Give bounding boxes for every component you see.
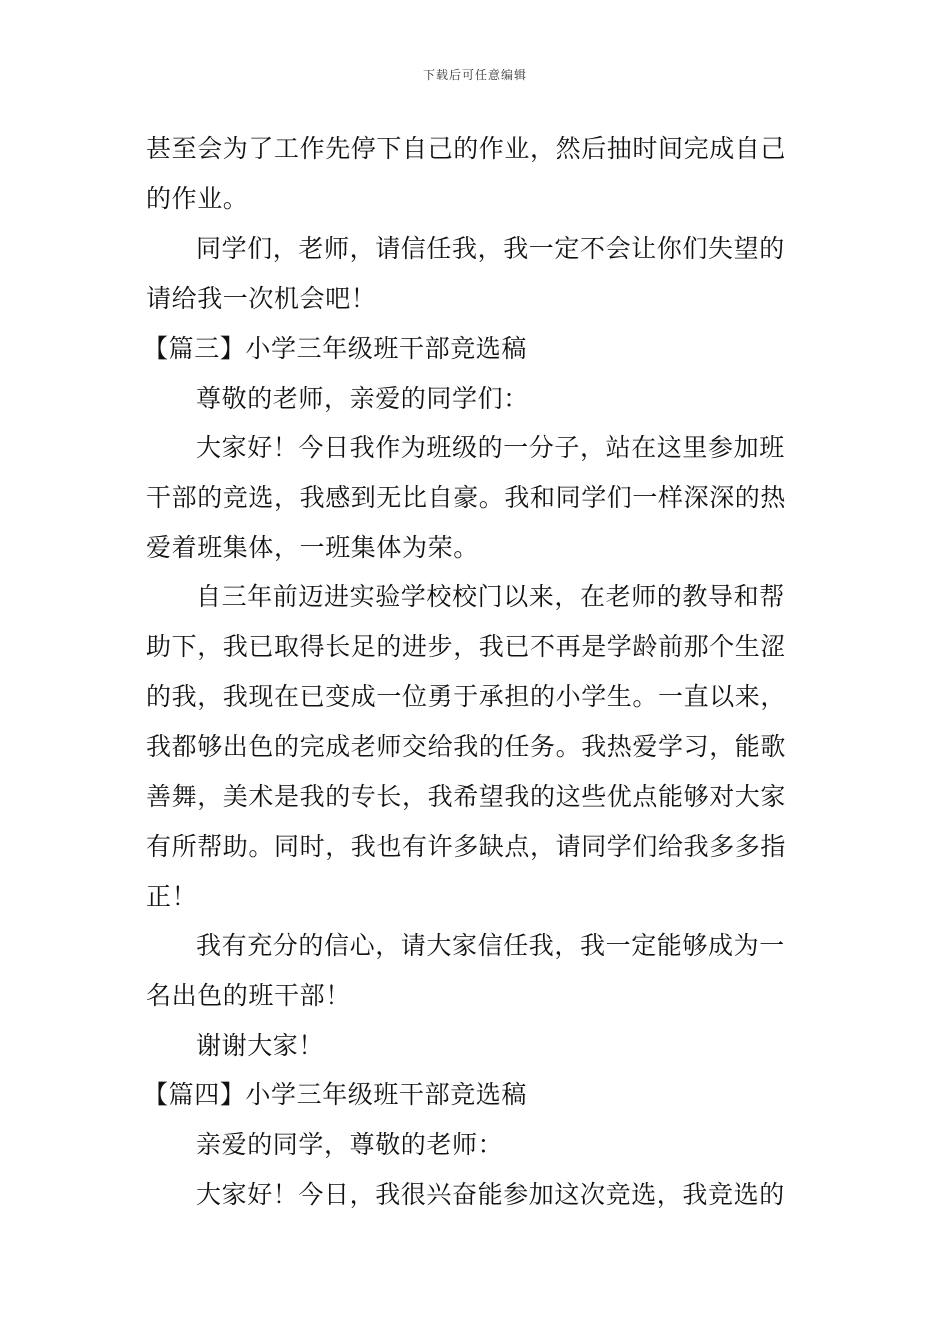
- text-line: 亲爱的同学，尊敬的老师：: [196, 1130, 504, 1159]
- text-line: 请给我一次机会吧！: [146, 284, 377, 313]
- text-line: 我都够出色的完成老师交给我的任务。我热爱学习，能歌: [146, 732, 787, 761]
- text-line: 尊敬的老师，亲爱的同学们：: [196, 384, 529, 413]
- text-line: 名出色的班干部！: [146, 981, 351, 1010]
- text-line: 的作业。: [146, 184, 249, 213]
- text-line: 我有充分的信心，请大家信任我，我一定能够成为一: [196, 931, 785, 960]
- text-line: 大家好！今日，我很兴奋能参加这次竞选，我竞选的: [196, 1180, 785, 1209]
- text-line: 正！: [146, 882, 198, 911]
- text-line: 自三年前迈进实验学校校门以来，在老师的教导和帮: [196, 582, 785, 611]
- text-line: 同学们，老师，请信任我，我一定不会让你们失望的: [196, 234, 785, 263]
- text-line: 大家好！今日我作为班级的一分子，站在这里参加班: [196, 433, 785, 462]
- text-line: 谢谢大家！: [196, 1031, 325, 1060]
- page-header-note: 下载后可任意编辑: [422, 68, 527, 82]
- text-line: 的我，我现在已变成一位勇于承担的小学生。一直以来，: [146, 682, 787, 711]
- text-line: 爱着班集体，一班集体为荣。: [146, 533, 479, 562]
- text-line: 干部的竞选，我感到无比自豪。我和同学们一样深深的热: [146, 483, 787, 512]
- text-line: 甚至会为了工作先停下自己的作业，然后抽时间完成自己: [146, 134, 787, 163]
- section-heading: 【篇三】小学三年级班干部竞选稿: [143, 334, 528, 363]
- text-line: 善舞，美术是我的专长，我希望我的这些优点能够对大家: [146, 782, 787, 811]
- section-heading: 【篇四】小学三年级班干部竞选稿: [143, 1080, 528, 1109]
- text-line: 助下，我已取得长足的进步，我已不再是学龄前那个生涩: [146, 632, 787, 661]
- text-line: 有所帮助。同时，我也有许多缺点，请同学们给我多多指: [146, 832, 787, 861]
